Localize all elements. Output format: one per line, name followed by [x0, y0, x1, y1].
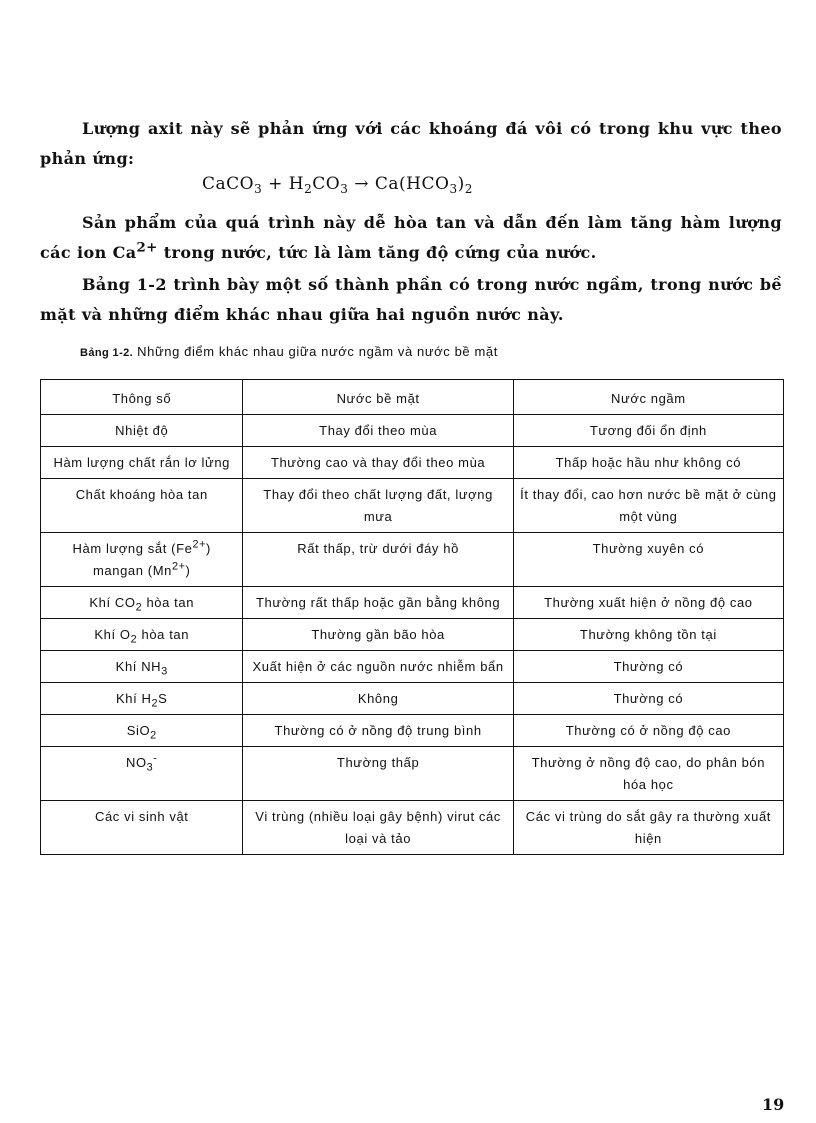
table-row — [41, 587, 784, 619]
table-cell: Nhiệt độ — [41, 415, 243, 447]
table-row — [41, 533, 784, 587]
table-cell — [41, 683, 243, 715]
table-cell: Thường có — [513, 651, 783, 683]
cell-text: hòa tan — [142, 595, 195, 610]
table-row — [41, 747, 784, 801]
paragraph-3: Bảng 1-2 trình bày một số thành phần có trong nước ngầm, trong nước bề mặt và những điểm khác nhau giữa hai nguồn nước này. — [40, 275, 782, 324]
table-cell: Thường gần bão hòa — [243, 619, 513, 651]
cell-text: NO — [125, 755, 147, 770]
table-row — [41, 801, 784, 855]
p2-text: trong nước, tức là làm tăng độ cứng của nước. — [157, 243, 597, 262]
chemical-equation — [202, 174, 473, 196]
cell-text: Khí H — [116, 691, 152, 706]
page-number: 19 — [762, 1095, 785, 1114]
table-cell: Tương đối ổn định — [513, 415, 783, 447]
caption-label: Bảng 1-2. — [80, 347, 134, 359]
eq-subscript: 2 — [464, 182, 473, 196]
cell-subscript: 2 — [150, 729, 157, 742]
table-cell — [41, 619, 243, 651]
p2-text: Sản phẩm của quá trình này dễ hòa tan và dẫn đến làm tăng hàm lượng các ion Ca — [40, 213, 782, 262]
table-cell — [41, 587, 243, 619]
paragraph-2 — [40, 208, 782, 268]
cell-subscript: 3 — [146, 761, 154, 774]
cell-text: ) mangan (Mn — [93, 541, 211, 578]
header-cell: Nước ngầm — [513, 380, 783, 415]
cell-text: Khí NH — [115, 659, 162, 674]
cell-subscript: 2 — [151, 697, 159, 710]
table-caption — [80, 344, 498, 359]
table-cell: Thay đổi theo chất lượng đất, lượng mưa — [243, 479, 513, 533]
table-cell — [41, 715, 243, 747]
cell-superscript: 2+ — [192, 538, 206, 551]
table-header-row — [41, 380, 784, 415]
table-row — [41, 415, 784, 447]
eq-term: CaCO — [202, 174, 255, 194]
table-cell: Các vi sinh vật — [41, 801, 243, 855]
eq-term: + H — [262, 174, 305, 194]
cell-text: S — [158, 691, 168, 706]
table-cell: Thường không tồn tại — [513, 619, 783, 651]
table-cell: Hàm lượng chất rắn lơ lửng — [41, 447, 243, 479]
table-cell: Thay đổi theo mùa — [243, 415, 513, 447]
cell-text: hòa tan — [137, 627, 190, 642]
table-cell: Thường thấp — [243, 747, 513, 801]
table-cell — [41, 747, 243, 801]
table-cell: Vi trùng (nhiều loại gây bệnh) virut các loại và tảo — [243, 801, 513, 855]
table-cell: Thường có ở nồng độ cao — [513, 715, 783, 747]
table-row — [41, 619, 784, 651]
header-cell: Nước bề mặt — [243, 380, 513, 415]
cell-superscript: - — [153, 752, 158, 765]
table-cell: Rất thấp, trừ dưới đáy hồ — [243, 533, 513, 587]
table-cell: Thường rất thấp hoặc gần bằng không — [243, 587, 513, 619]
eq-subscript: 3 — [449, 182, 458, 196]
table-cell: Thường ở nồng độ cao, do phân bón hóa học — [513, 747, 783, 801]
cell-superscript: 2+ — [171, 560, 186, 573]
cell-subscript: 2 — [130, 633, 138, 646]
table-row — [41, 479, 784, 533]
table-cell: Thường xuất hiện ở nồng độ cao — [513, 587, 783, 619]
eq-subscript: 3 — [254, 182, 263, 196]
caption-text: Những điểm khác nhau giữa nước ngầm và nước bề mặt — [137, 344, 498, 359]
cell-text: Khí CO — [89, 595, 136, 610]
p2-superscript: 2+ — [136, 239, 158, 256]
cell-subscript: 3 — [161, 665, 168, 678]
table-cell: Chất khoáng hòa tan — [41, 479, 243, 533]
cell-text: Hàm lượng sắt (Fe — [72, 541, 193, 556]
table-cell: Các vi trùng do sắt gây ra thường xuất hiện — [513, 801, 783, 855]
cell-text: SiO — [126, 723, 151, 738]
table-cell — [41, 651, 243, 683]
cell-text: Khí O — [94, 627, 131, 642]
cell-subscript: 2 — [135, 601, 143, 614]
table-cell: Thường có — [513, 683, 783, 715]
eq-subscript: 3 — [340, 182, 349, 196]
header-cell: Thông số — [41, 380, 243, 415]
table-row — [41, 651, 784, 683]
table-cell: Thường xuyên có — [513, 533, 783, 587]
table-row — [41, 715, 784, 747]
paragraph-1: Lượng axit này sẽ phản ứng với các khoáng đá vôi có trong khu vực theo phản ứng: — [40, 119, 782, 168]
table-cell: Thường cao và thay đổi theo mùa — [243, 447, 513, 479]
table-row — [41, 683, 784, 715]
table-cell: Thường có ở nồng độ trung bình — [243, 715, 513, 747]
eq-term: → Ca(HCO — [348, 174, 450, 194]
eq-term: CO — [312, 174, 341, 194]
table-cell: Xuất hiện ở các nguồn nước nhiễm bẩn — [243, 651, 513, 683]
table-cell: Thấp hoặc hầu như không có — [513, 447, 783, 479]
cell-text: ) — [185, 563, 191, 578]
comparison-table — [40, 379, 784, 855]
table-cell: Ít thay đổi, cao hơn nước bề mặt ở cùng một vùng — [513, 479, 783, 533]
table-cell: Không — [243, 683, 513, 715]
table-cell — [41, 533, 243, 587]
eq-term: ) — [457, 174, 465, 194]
table-row — [41, 447, 784, 479]
eq-subscript: 2 — [304, 182, 313, 196]
